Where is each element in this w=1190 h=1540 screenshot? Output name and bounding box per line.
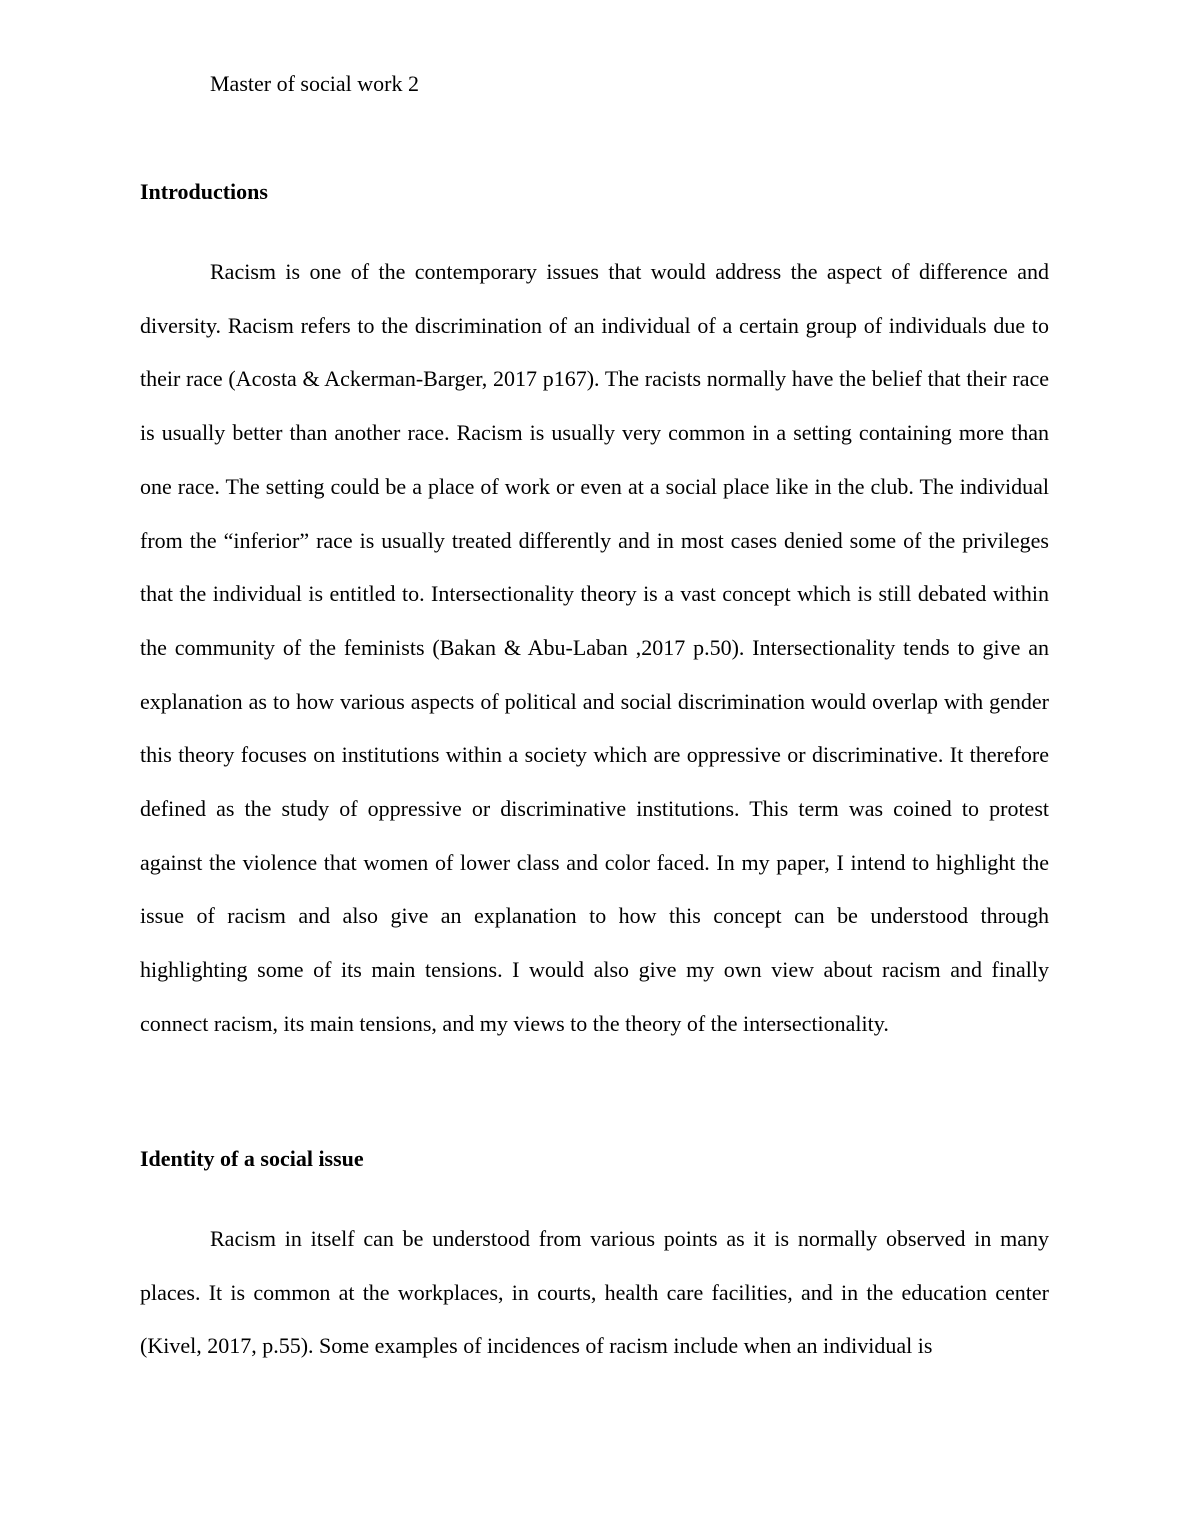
identity-paragraph: Racism in itself can be understood from various points as it is normally observed in many places. It is common at the workplaces, in courts, health care facilities, and in the education center (Kivel, 2017, p.55). Some examples of incidences of racism include when an individual is	[140, 1226, 1049, 1359]
introduction-paragraph: Racism is one of the contemporary issues that would address the aspect of difference and diversity. Racism refers to the discrimination of an individual of a certain group of individuals due to their race (Acosta & Ackerman-Barger, 2017 p167). The racists normally have the belief that their race is usually better than another race. Racism is usually very common in a setting containing more than one race. The setting could be a place of work or even at a social place like in the club. The individual from the “inferior” race is usually treated differently and in most cases denied some of the privileges that the individual is entitled to. Intersectionality theory is a vast concept which is still debated within the community of the feminists (Bakan & Abu-Laban ,2017 p.50). Intersectionality tends to give an explanation as to how various aspects of political and social discrimination would overlap with gender this theory focuses on institutions within a society which are oppressive or discriminative. It therefore defined as the study of oppressive or discriminative institutions. This term was coined to protest against the violence that women of lower class and color faced. In my paper, I intend to highlight the issue of racism and also give an explanation to how this concept can be understood through highlighting some of its main tensions. I would also give my own view about racism and finally connect racism, its main tensions, and my views to the theory of the intersectionality.	[140, 259, 1049, 1036]
running-header: Master of social work 2	[210, 71, 419, 96]
section-heading-identity: Identity of a social issue	[140, 1146, 364, 1171]
section-heading-introductions: Introductions	[140, 179, 268, 204]
